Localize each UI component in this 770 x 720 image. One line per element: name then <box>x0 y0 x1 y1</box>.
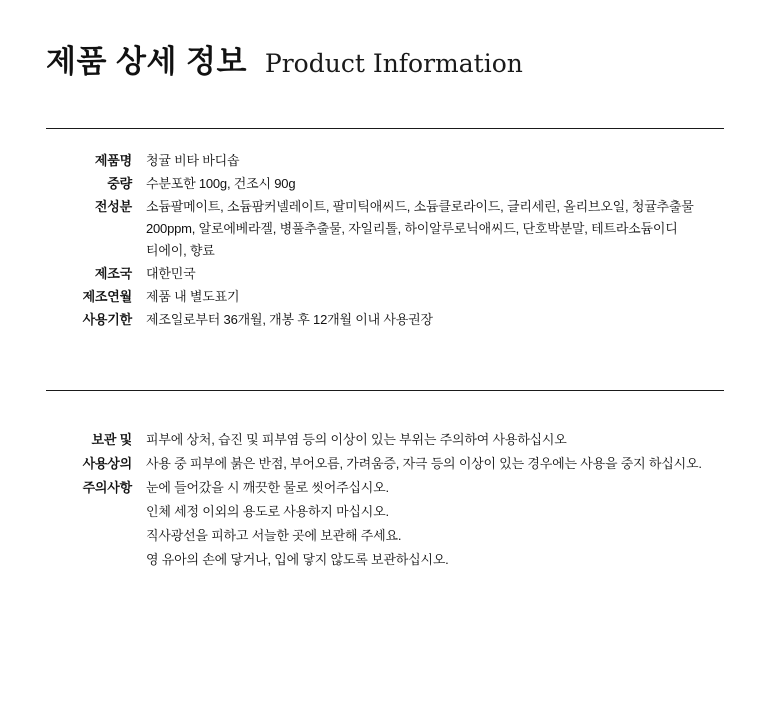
page-title-english: Product Information <box>264 49 523 78</box>
row-value-country-of-origin: 대한민국 <box>146 266 196 281</box>
row-label-weight: 중량 <box>107 176 132 191</box>
list-item: 직사광선을 피하고 서늘한 곳에 보관해 주세요. <box>146 528 402 543</box>
table-row <box>46 286 726 308</box>
row-value-manufacture-date: 제품 내 별도표기 <box>146 289 240 304</box>
row-value-weight: 수분포한 100g, 건조시 90g <box>146 176 296 191</box>
table-row <box>46 263 726 285</box>
table-row <box>46 150 726 172</box>
row-value-product-name: 청귤 비타 바디솝 <box>146 153 240 168</box>
row-value-expiry: 제조일로부터 36개월, 개봉 후 12개월 이내 사용권장 <box>146 312 433 327</box>
list-item: 눈에 들어갔을 시 깨끗한 물로 씻어주십시오. <box>146 480 389 495</box>
row-label-product-name: 제품명 <box>94 153 132 168</box>
precautions-list <box>146 428 726 572</box>
divider-top <box>46 128 724 129</box>
table-row <box>46 309 726 331</box>
list-item: 인체 세정 이외의 용도로 사용하지 마십시오. <box>146 504 389 519</box>
specification-table <box>46 150 726 332</box>
row-label-manufacture-date: 제조연월 <box>82 289 132 304</box>
precautions-label: 보관 및 사용상의 주의사항 <box>82 432 132 495</box>
table-row <box>46 196 726 262</box>
divider-middle <box>46 390 724 391</box>
row-label-ingredients: 전성분 <box>94 199 132 214</box>
list-item: 사용 중 피부에 붉은 반점, 부어오름, 가려움증, 자극 등의 이상이 있는 경우에는 사용을 중지 하십시오. <box>146 456 702 471</box>
list-item: 영 유아의 손에 닿거나, 입에 닿지 않도록 보관하십시오. <box>146 552 449 567</box>
row-label-expiry: 사용기한 <box>82 312 132 327</box>
table-row <box>46 173 726 195</box>
row-label-country-of-origin: 제조국 <box>94 266 132 281</box>
page-title-korean: 제품 상세 정보 <box>46 44 247 79</box>
page-title <box>46 46 523 77</box>
row-value-ingredients: 소듐팔메이트, 소듐팜커넬레이트, 팔미틱애씨드, 소듐클로라이드, 글리세린, 올리브오일, 청귤추출물 200ppm, 알로에베라겔, 병풀추출물, 자일리톨, 하이알루로닉애씨드, 단호박분말, 테트라소듐이디 티에이, 향료 <box>146 199 694 258</box>
precautions-section <box>46 428 726 573</box>
list-item: 피부에 상처, 습진 및 피부염 등의 이상이 있는 부위는 주의하여 사용하십시오 <box>146 432 567 447</box>
